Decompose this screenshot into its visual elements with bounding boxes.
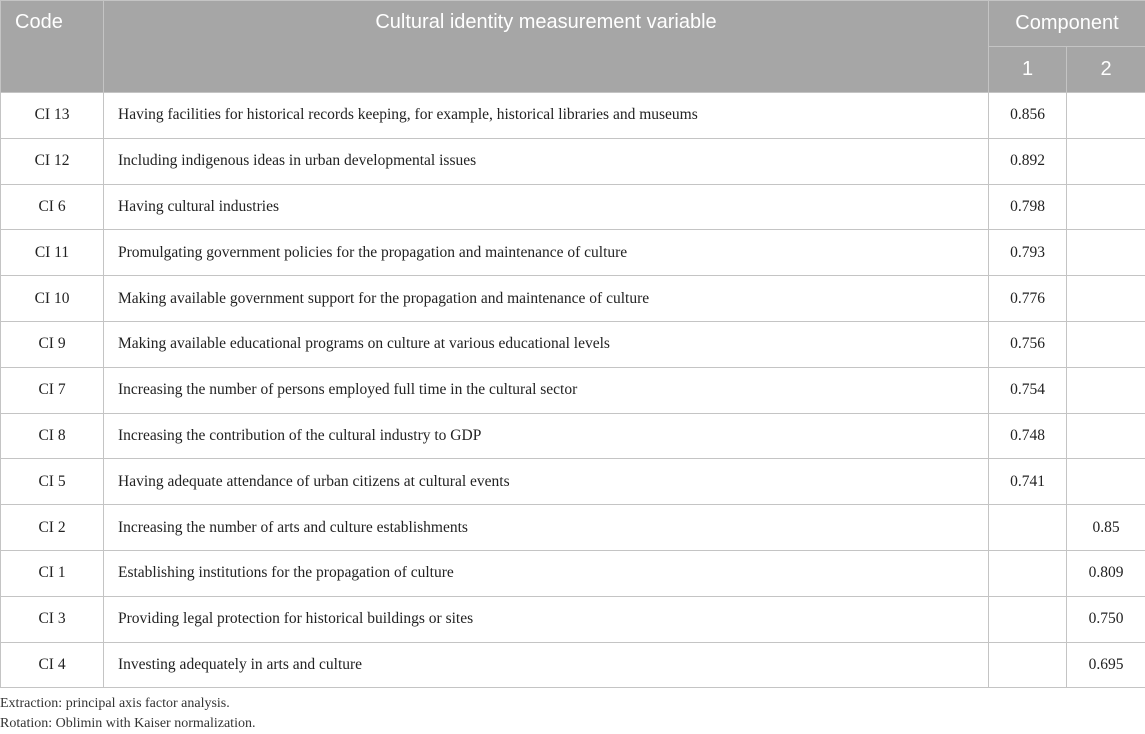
row-code: CI 6 [1, 184, 104, 230]
row-code: CI 9 [1, 321, 104, 367]
row-component-2 [1067, 184, 1145, 230]
header-component-2: 2 [1067, 47, 1145, 93]
header-variable: Cultural identity measurement variable [104, 1, 989, 93]
row-code: CI 5 [1, 459, 104, 505]
row-code: CI 4 [1, 642, 104, 688]
row-component-2: 0.695 [1067, 642, 1145, 688]
table-row [1, 459, 1145, 505]
row-variable: Increasing the contribution of the cultural industry to GDP [104, 413, 989, 459]
row-variable: Having cultural industries [104, 184, 989, 230]
table-footnotes [0, 694, 255, 734]
table-row [1, 413, 1145, 459]
row-code: CI 3 [1, 596, 104, 642]
row-component-1 [989, 550, 1067, 596]
row-code: CI 2 [1, 505, 104, 551]
row-variable: Having facilities for historical records keeping, for example, historical libraries and museums [104, 93, 989, 139]
row-component-2 [1067, 413, 1145, 459]
table-row [1, 367, 1145, 413]
row-component-2 [1067, 230, 1145, 276]
table-body [1, 93, 1145, 688]
row-component-1: 0.892 [989, 138, 1067, 184]
table-row [1, 642, 1145, 688]
header-code: Code [1, 1, 104, 93]
row-component-2: 0.750 [1067, 596, 1145, 642]
footnote-rotation: Rotation: Oblimin with Kaiser normalization. [0, 714, 255, 734]
table-header [1, 1, 1145, 93]
table-row [1, 550, 1145, 596]
row-component-2 [1067, 459, 1145, 505]
row-code: CI 13 [1, 93, 104, 139]
table-row [1, 596, 1145, 642]
row-component-1: 0.793 [989, 230, 1067, 276]
row-component-1: 0.748 [989, 413, 1067, 459]
row-component-2 [1067, 138, 1145, 184]
row-variable: Establishing institutions for the propagation of culture [104, 550, 989, 596]
row-component-1: 0.776 [989, 276, 1067, 322]
row-component-2 [1067, 367, 1145, 413]
row-component-2 [1067, 93, 1145, 139]
row-variable: Investing adequately in arts and culture [104, 642, 989, 688]
table-row [1, 184, 1145, 230]
header-component: Component [989, 1, 1145, 47]
row-component-2: 0.809 [1067, 550, 1145, 596]
row-component-1 [989, 642, 1067, 688]
row-code: CI 1 [1, 550, 104, 596]
row-variable: Providing legal protection for historical buildings or sites [104, 596, 989, 642]
table-row [1, 276, 1145, 322]
header-row-1 [1, 1, 1145, 47]
row-variable: Increasing the number of persons employed full time in the cultural sector [104, 367, 989, 413]
table-row [1, 321, 1145, 367]
header-component-1: 1 [989, 47, 1067, 93]
row-variable: Promulgating government policies for the propagation and maintenance of culture [104, 230, 989, 276]
row-component-2 [1067, 321, 1145, 367]
table-row [1, 138, 1145, 184]
row-code: CI 12 [1, 138, 104, 184]
row-component-1: 0.798 [989, 184, 1067, 230]
row-component-1: 0.741 [989, 459, 1067, 505]
row-code: CI 11 [1, 230, 104, 276]
row-component-1: 0.754 [989, 367, 1067, 413]
row-component-1: 0.856 [989, 93, 1067, 139]
row-code: CI 10 [1, 276, 104, 322]
table-row [1, 93, 1145, 139]
row-variable: Including indigenous ideas in urban developmental issues [104, 138, 989, 184]
row-code: CI 7 [1, 367, 104, 413]
table-row [1, 505, 1145, 551]
row-variable: Making available educational programs on culture at various educational levels [104, 321, 989, 367]
row-variable: Making available government support for the propagation and maintenance of culture [104, 276, 989, 322]
row-component-2 [1067, 276, 1145, 322]
row-variable: Increasing the number of arts and culture establishments [104, 505, 989, 551]
footnote-extraction: Extraction: principal axis factor analysis. [0, 694, 255, 714]
row-component-1: 0.756 [989, 321, 1067, 367]
row-component-1 [989, 505, 1067, 551]
row-component-1 [989, 596, 1067, 642]
table-row [1, 230, 1145, 276]
row-code: CI 8 [1, 413, 104, 459]
row-component-2: 0.85 [1067, 505, 1145, 551]
row-variable: Having adequate attendance of urban citizens at cultural events [104, 459, 989, 505]
